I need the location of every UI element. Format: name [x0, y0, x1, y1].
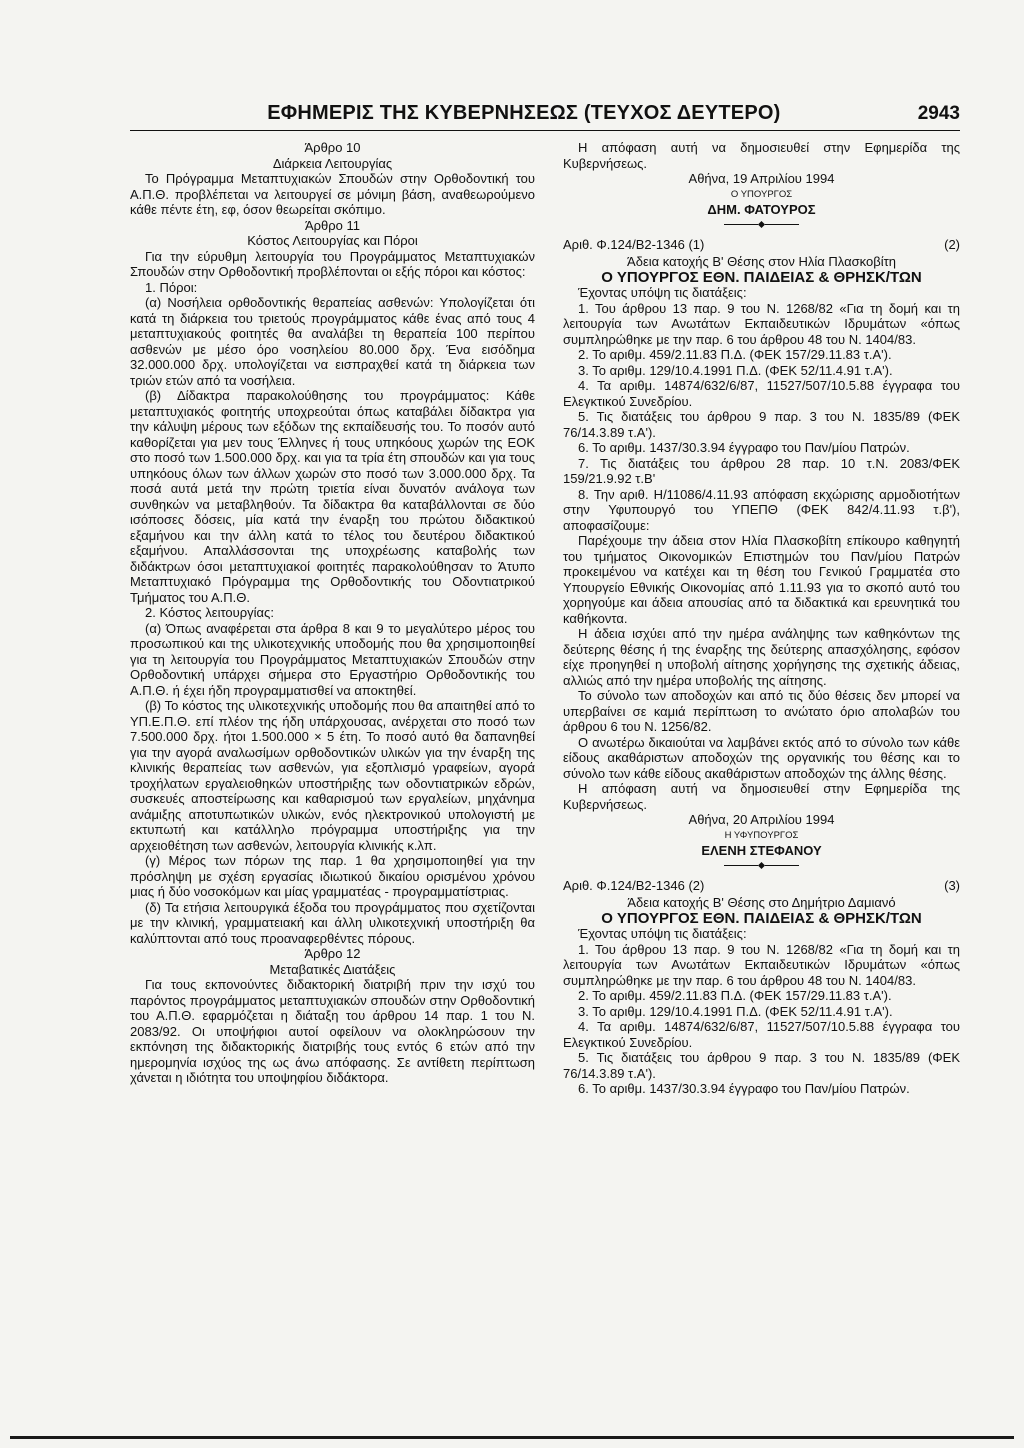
decision-title-2: Άδεια κατοχής Β' Θέσης στο Δημήτριο Δαμιανό [627, 895, 896, 910]
considering-line-2: Έχοντας υπόψη τις διατάξεις: [578, 926, 747, 941]
signatory-name-1: ΔΗΜ. ΦΑΤΟΥΡΟΣ [707, 202, 816, 217]
total-pay-paragraph: Το σύνολο των αποδοχών και από τις δύο θέσεις δεν μπορεί να υπερβαίνει σε καμιά περίπτωση το ανώτατο όριο απολαβών του άρθρου 6 του Ν. 1256/82. [563, 688, 960, 734]
article-11-para-2c: (γ) Μέρος των πόρων της παρ. 1 θα χρησιμοποιηθεί για την πρόσληψη με σχέση εργασίας ιδιωτικού δικαίου ορισμένου χρόνου μιας ή δύο νοσοκόμων και μίας γραμματέας - προγραμματίστριας. [130, 853, 535, 899]
grant-paragraph: Παρέχουμε την άδεια στον Ηλία Πλασκοβίτη επίκουρο καθηγητή του τμήματος Οικονομικών Επιστημών του Παν/μίου Πατρών προκειμένου να κατέχει και τη θέση του Γενικού Γραμματέα στο Υπουργείο Εθνικής Οικονομίας από 1.11.93 για το σκοπό αυτό του χορηγούμε και άδεια απουσίας από τα διδακτικά και ερευνητικά του καθήκοντα. [563, 533, 960, 626]
article-11-cost-heading: 2. Κόστος λειτουργίας: [145, 605, 274, 620]
page-number: 2943 [917, 103, 960, 124]
signature-date-2: Αθήνα, 20 Απριλίου 1994 [688, 812, 835, 827]
signature-date-1: Αθήνα, 19 Απριλίου 1994 [688, 171, 835, 186]
reference-number: Αριθ. Φ.124/Β2-1346 (2) [563, 877, 705, 893]
provision-1-6: 6. Το αριθμ. 1437/30.3.94 έγγραφο του Παν/μίου Πατρών. [578, 440, 910, 455]
provision-1-7: 7. Τις διατάξεις του άρθρου 28 παρ. 10 τ.Ν. 2083/ΦΕΚ 159/21.9.92 τ.Β' [563, 455, 960, 486]
entitlement-paragraph: Ο ανωτέρω δικαιούται να λαμβάνει εκτός από το σύνολο των κάθε είδους ακαθάριστων αποδοχών της οργανικής του θέσης και το σύνολο των κάθε είδους ακαθάριστων αποδοχών της άλλης θέσης. [563, 734, 960, 781]
provision-1-3: 3. Το αριθμ. 129/10.4.1991 Π.Δ. (ΦΕΚ 52/11.4.91 τ.Α'). [578, 362, 893, 378]
provision-2-6: 6. Το αριθμ. 1437/30.3.94 έγγραφο του Παν/μίου Πατρών. [578, 1081, 910, 1096]
decision-title-1: Άδεια κατοχής Β' Θέσης στον Ηλία Πλασκοβίτη [627, 254, 896, 269]
right-column [563, 140, 960, 1097]
validity-paragraph: Η άδεια ισχύει από την ημέρα ανάληψης των καθηκόντων της δεύτερης θέσης ή της έναρξης της δεύτερης απασχόλησης, εφόσον είχε προηγηθεί η υποβολή αίτησης χορήγησης της σχετικής άδειας, αλλιώς από την ημέρα υποβολής της αίτησης. [563, 626, 960, 688]
considering-line-1: Έχοντας υπόψη τις διατάξεις: [578, 285, 747, 300]
provision-2-5: 5. Τις διατάξεις του άρθρου 9 παρ. 3 του Ν. 1835/89 (ΦΕΚ 76/14.3.89 τ.Α'). [563, 1050, 960, 1081]
article-11-para-2d: (δ) Τα ετήσια λειτουργικά έξοδα του προγράμματος που σχετίζονται με την κλινική, γραμματειακή και άλλη υλικοτεχνική υποστήριξη θα καλύπτονται από τους προαναφερθέντες πόρους. [130, 899, 535, 946]
provision-1-5: 5. Τις διατάξεις του άρθρου 9 παρ. 3 του Ν. 1835/89 (ΦΕΚ 76/14.3.89 τ.Α'). [563, 409, 960, 440]
reference-number: Αριθ. Φ.124/Β2-1346 (1) [563, 236, 705, 252]
article-11-intro: Για την εύρυθμη λειτουργία του Προγράμματος Μεταπτυχιακών Σπουδών στην Ορθοδοντική προβλέπονται οι εξής πόροι και κόστος: [130, 248, 535, 279]
provision-1-4: 4. Τα αριθμ. 14874/632/6/87, 11527/507/10.5.88 έγγραφα του Ελεγκτικού Συνεδρίου. [563, 378, 960, 409]
decision-reference-1 [563, 237, 960, 253]
provision-2-3: 3. Το αριθμ. 129/10.4.1991 Π.Δ. (ΦΕΚ 52/11.4.91 τ.Α'). [578, 1003, 893, 1019]
article-11-title: Άρθρο 11 [304, 217, 361, 233]
article-11-para-2b: (β) Το κόστος της υλικοτεχνικής υποδομής που θα απαιτηθεί από το ΥΠ.Ε.Π.Θ. επί πλέον της ήδη υπάρχουσας, ανέρχεται στο ποσό των 7.500.000 δρχ. ήτοι 1.500.000 × 5 έτη. Το ποσό αυτό θα δαπανηθεί για την αγορά αναλωσίμων ορθοδοντικών υλικών για την έναρξη της κλινικής θεραπείας των ασθενών, για εξοπλισμό γραφείων, αγορά τροχήλατων εργαλειοθηκών υποστήριξης των οδοντιατρικών εδρών, συσκευές αποστείρωσης και καθαρισμού των εργαλείων, μηχάνημα ανάμιξης αποτυπωτικών υλικών, ενός ηλεκτρονικού υπολογιστή με εκτυπωτή και κατάλληλο πρόγραμμα υποστήριξης για την αρχειοθέτηση των ασθενών, λειτουργία κλινικής κ.λπ. [130, 698, 535, 853]
ministry-heading-2: Ο ΥΠΟΥΡΓΟΣ ΕΘΝ. ΠΑΙΔΕΙΑΣ & ΘΡΗΣΚ/ΤΩΝ [601, 909, 922, 927]
provision-1-2: 2. Το αριθμ. 459/2.11.83 Π.Δ. (ΦΕΚ 157/29.11.83 τ.Α'). [578, 347, 892, 362]
separator-ornament [563, 222, 960, 227]
publication-line: Η απόφαση αυτή να δημοσιευθεί στην Εφημερίδα της Κυβερνήσεως. [563, 140, 960, 171]
provision-2-4: 4. Τα αριθμ. 14874/632/6/87, 11527/507/10.5.88 έγγραφα του Ελεγκτικού Συνεδρίου. [563, 1019, 960, 1050]
article-11-para-2a: (α) Όπως αναφέρεται στα άρθρα 8 και 9 το μεγαλύτερο μέρος του προσωπικού και της υλικοτεχνικής υποδομής που θα χρησιμοποιηθεί για τη λειτουργία του Προγράμματος Μεταπτυχιακών Σπουδών στην Ορθοδοντική υπάρχει σήμερα στο Εργαστήριο Ορθοδοντικής του Α.Π.Θ. ή έχει ήδη προγραμματισθεί να αποκτηθεί. [130, 620, 535, 698]
provision-1-8: 8. Την αριθ. Η/11086/4.11.93 απόφαση εκχώρισης αρμοδιοτήτων στην Υφυπουργό του ΥΠΕΠΘ (ΦΕΚ 842/4.11.93 τ.β'), αποφασίζουμε: [563, 486, 960, 533]
signatory-name-2: ΕΛΕΝΗ ΣΤΕΦΑΝΟΥ [701, 843, 822, 858]
provision-2-2: 2. Το αριθμ. 459/2.11.83 Π.Δ. (ΦΕΚ 157/29.11.83 τ.Α'). [578, 988, 892, 1003]
provision-2-1: 1. Του άρθρου 13 παρ. 9 του Ν. 1268/82 «Για τη δομή και τη λειτουργία των Ανωτάτων Εκπαιδευτικών Ιδρυμάτων «όπως συμπληρώθηκε με την παρ. 6 του άρθρου 48 του Ν. 1404/83. [563, 941, 960, 988]
separator-ornament [563, 863, 960, 868]
article-12-title: Άρθρο 12 [304, 946, 361, 961]
bottom-border-line [10, 1436, 1014, 1439]
article-11-para-1b: (β) Δίδακτρα παρακολούθησης του προγράμματος: Κάθε μεταπτυχιακός φοιτητής υποχρεούται όπως καταβάλει δίδακτρα για την κάλυψη μέρους των εξόδων της εκπαίδευσής του. Το ποσόν αυτό καθορίζεται για μεν τους Έλληνες ή τους υπηκόους χωρών της ΕΟΚ στο ποσό των 1.500.000 δρχ. και για τα τρία έτη σπουδών και για τους υπηκόους όλων των άλλων χωρών στο ποσό των 3.000.000 δρχ. Τα ποσά αυτά μετά την πρώτη τριετία είναι δυνατόν ανάλογα των συνθηκών να μεταβληθούν. Τα δίδακτρα θα καταβάλλονται σε δύο ισόποσες δόσεις, μία κατά την έναρξη του πρώτου διδακτικού εξαμήνου και την άλλη κατά το τέλος του δευτέρου διδακτικού εξαμήνου. Απαλλάσσονται της υποχρέωσης καταβολής των διδάκτρων όσοι μεταπτυχιακοί φοιτητές παρακολούθησαν το Άτυπο Μεταπτυχιακό Πρόγραμμα της Ορθοδοντικής του Οδοντιατρικού Τμήματος του Α.Π.Θ. [130, 388, 535, 605]
article-10-title: Άρθρο 10 [304, 140, 361, 155]
signatory-role-2: Η ΥΦΥΠΟΥΡΓΟΣ [724, 829, 799, 841]
decision-reference-2 [563, 878, 960, 894]
page-header [130, 96, 960, 131]
article-12-body: Για τους εκπονούντες διδακτορική διατριβή πριν την ισχύ του παρόντος προγράμματος μεταπτυχιακών σπουδών στην Ορθοδοντική του Α.Π.Θ. εφαρμόζεται η διάταξη του άρθρου 14 παρ. 1 του Ν. 2083/92. Οι υποψήφιοι αυτοί οφείλουν να ολοκληρώσουν την εκπόνηση της διδακτορικής διατριβής τους εντός 6 ετών από την ημερομηνία ισχύος της ως άνω απόφασης. Σε αντίθετη περίπτωση χάνεται η ιδιότητα του υποψηφίου διδάκτορα. [130, 977, 535, 1085]
article-11-resources-heading: 1. Πόροι: [145, 279, 198, 295]
publication-line-2: Η απόφαση αυτή να δημοσιευθεί στην Εφημερίδα της Κυβερνήσεως. [563, 781, 960, 812]
provision-1-1: 1. Του άρθρου 13 παρ. 9 του Ν. 1268/82 «Για τη δομή και τη λειτουργία των Ανωτάτων Εκπαιδευτικών Ιδρυμάτων «όπως συμπληρώθηκε με την παρ. 6 του άρθρου 48 του Ν. 1404/83. [563, 300, 960, 347]
article-11-para-1a: (α) Νοσήλεια ορθοδοντικής θεραπείας ασθενών: Υπολογίζεται ότι κατά τη διάρκεια του τριετούς προγράμματος κάθε ένας από τους 4 μεταπτυχιακούς φοιτητές θα αναλάβει τη θεραπεία 100 περίπου ασθενών με μέσο όρο νοσηλείου 80.000 δρχ. Ένα εισόδημα 32.000.000 δρχ. υπολογίζεται να εισπραχθεί κατά τη διάρκεια των τριών ετών από τα νοσήλεια. [130, 295, 535, 388]
article-10-body: Το Πρόγραμμα Μεταπτυχιακών Σπουδών στην Ορθοδοντική του Α.Π.Θ. προβλέπεται να λειτουργεί σε μόνιμη βάση, αναθεωρούμενο κάθε πέντε έτη, εφ, όσον θεωρείται σκόπιμο. [130, 171, 535, 217]
article-11-subtitle: Κόστος Λειτουργίας και Πόροι [247, 233, 418, 248]
left-column [130, 140, 535, 1086]
article-12-subtitle: Μεταβατικές Διατάξεις [269, 961, 396, 977]
decision-index: (3) [944, 877, 960, 893]
ministry-heading-1: Ο ΥΠΟΥΡΓΟΣ ΕΘΝ. ΠΑΙΔΕΙΑΣ & ΘΡΗΣΚ/ΤΩΝ [601, 268, 922, 286]
article-10-subtitle: Διάρκεια Λειτουργίας [272, 155, 393, 171]
gazette-title: ΕΦΗΜΕΡΙΣ ΤΗΣ ΚΥΒΕΡΝΗΣΕΩΣ (ΤΕΥΧΟΣ ΔΕΥΤΕΡΟ) [267, 102, 781, 124]
signatory-role-1: Ο ΥΠΟΥΡΓΟΣ [730, 188, 793, 200]
decision-index: (2) [944, 236, 960, 252]
